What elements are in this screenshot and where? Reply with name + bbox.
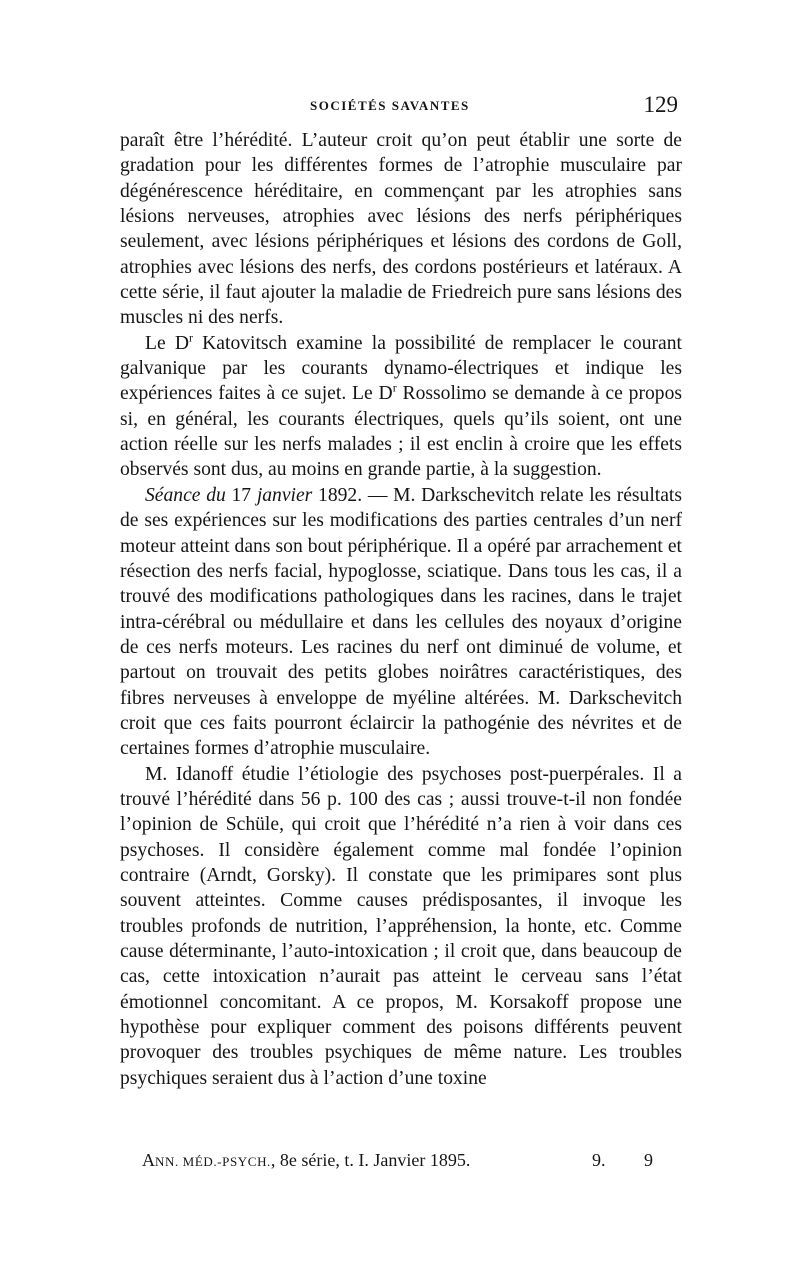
signature-mark: 9. bbox=[592, 1150, 606, 1170]
paragraph-katovitsch-text-b: Katovitsch examine la possibilité de remplacer le courant galvanique par les courants dynamo-électriques et indique les expériences faites à ce sujet. Le D bbox=[120, 332, 682, 405]
paragraph-idanoff-text: M. Idanoff étudie l’étiologie des psychoses post-puerpérales. Il a trouvé l’hérédité dans 56 p. 100 des cas ; aussi trouve-t-il non fondée l’opinion de Schüle, qui croit que l’hérédité n’a rien à voir dans ces psychoses. Il considère également comme mal fondée l’opinion contraire (Arndt, Gorsky). Il constate que les primipares sont plus souvent atteintes. Comme causes prédisposantes, il invoque les troubles profonds de nutrition, l’appréhension, la honte, etc. Comme cause déterminante, l’auto-intoxication ; il croit que, dans beaucoup de cas, cette intoxication n’aurait pas atteint le cerveau sans l’état émotionnel concomitant. A ce propos, M. Korsakoff propose une hypothèse pour expliquer comment des poisons différents peuvent provoquer des troubles psychiques de même nature. Les troubles psychiques seraient dus à l’action d’une toxine bbox=[120, 763, 682, 1089]
paragraph-seance-text: 1892. — M. Darkschevitch relate les résultats de ses expériences sur les modifications des parties centrales d’un nerf moteur atteint dans son bout périphérique. Il a opéré par arrachement et résection des nerfs facial, hypoglosse, sciatique. Dans tous les cas, il a trouvé des modifications pathologiques dans les racines, dans le trajet intra-cérébral ou médullaire et dans les cellules des noyaux d’origine de ces nerfs moteurs. Les racines du nerf ont diminué de volume, et partout on trouvait des petits globes noirâtres caractéristiques, des fibres nerveuses à enveloppe de myéline altérées. M. Darkschevitch croit que ces faits pourront éclaircir la pathogénie des névrites et de certaines formes d’atrophie musculaire. bbox=[120, 484, 683, 760]
running-head bbox=[120, 92, 680, 120]
footer-citation-rest: , 8e série, t. I. Janvier 1895. bbox=[270, 1150, 471, 1170]
paragraph-katovitsch-text-c: Rossolimo se demande à ce propos si, en général, les courants électriques, quels qu’ils soient, ont une action réelle sur les nerfs malades ; il est enclin à croire que les effets observés sont dus, au moins en grande partie, à la suggestion. bbox=[120, 383, 682, 481]
footer-citation-initial: A bbox=[142, 1150, 155, 1170]
paragraph-katovitsch bbox=[120, 331, 682, 483]
footer-citation-smallcaps: NN. MÉD.-PSYCH. bbox=[155, 1154, 271, 1169]
seance-heading-b: 17 bbox=[225, 484, 257, 506]
footer-citation bbox=[142, 1150, 470, 1171]
text-body bbox=[120, 128, 682, 1091]
doctor-superscript: r bbox=[392, 380, 397, 395]
seance-heading-a: Séance du bbox=[145, 484, 226, 506]
seance-heading-c: janvier bbox=[256, 484, 313, 506]
page-number: 129 bbox=[643, 92, 678, 117]
paragraph-seance bbox=[120, 483, 682, 762]
paragraph-katovitsch-text-a: Le D bbox=[145, 332, 189, 354]
page-footer bbox=[120, 1148, 680, 1176]
paragraph-atrophie bbox=[120, 128, 682, 331]
running-title: SOCIÉTÉS SAVANTES bbox=[310, 98, 470, 113]
paragraph-atrophie-text: paraît être l’hérédité. L’auteur croit qu’on peut établir une sorte de gradation pour les différentes formes de l’atrophie musculaire par dégénérescence héréditaire, en commençant par les atrophies sans lésions nerveuses, atrophies avec lésions des nerfs périphériques seulement, avec lésions périphériques et lésions des cordons de Goll, atrophies avec lésions des nerfs, des cordons postérieurs et latéraux. A cette série, il faut ajouter la maladie de Friedreich pure sans lésions des muscles ni des nerfs. bbox=[120, 130, 682, 329]
doctor-superscript: r bbox=[188, 330, 193, 345]
paragraph-idanoff bbox=[120, 762, 682, 1091]
signature-mark-two: 9 bbox=[644, 1150, 653, 1170]
